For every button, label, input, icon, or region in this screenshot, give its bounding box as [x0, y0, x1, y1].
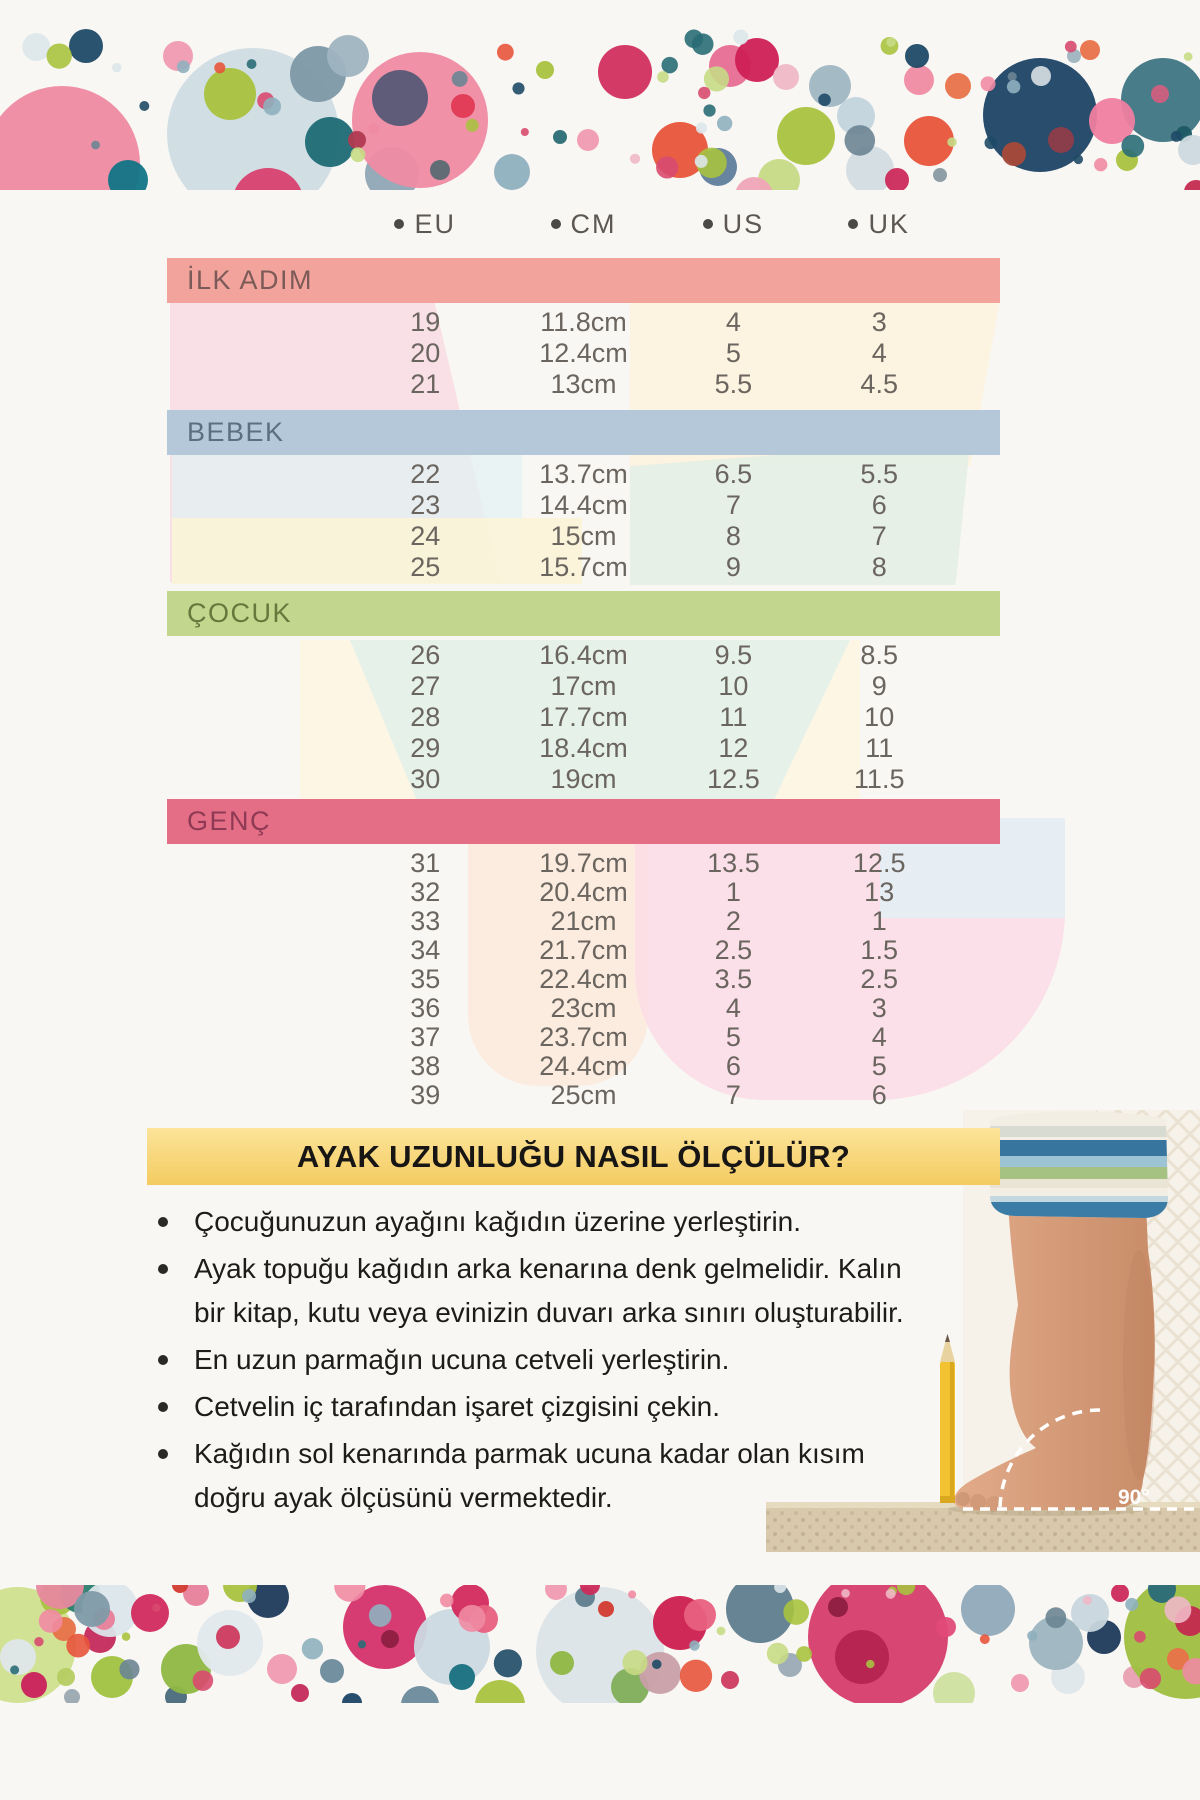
size-cell: 31 — [410, 848, 441, 878]
bullet-icon — [394, 219, 404, 229]
instruction-text: En uzun parmağın ucuna cetveli yerleştirin. — [194, 1344, 730, 1375]
size-cell: 7 — [725, 490, 741, 520]
confetti-dot — [545, 1585, 567, 1600]
instruction-bullet — [152, 1247, 907, 1335]
size-cell: 6 — [725, 1051, 741, 1081]
confetti-dot — [717, 116, 732, 131]
confetti-dot — [1184, 52, 1193, 61]
size-cell: 8.5 — [860, 640, 898, 670]
confetti-dot — [47, 43, 72, 68]
confetti-dot — [657, 71, 669, 83]
column-header-row — [167, 203, 1000, 245]
confetti-dot — [305, 117, 355, 167]
size-row — [167, 369, 1000, 400]
column-header-cm — [499, 203, 669, 245]
confetti-dot — [263, 97, 281, 115]
size-cell: 21 — [410, 369, 441, 399]
size-cell: 2.5 — [714, 935, 753, 965]
size-cell: 20.4cm — [539, 877, 628, 907]
confetti-dot — [698, 87, 710, 99]
section-band — [167, 591, 1000, 636]
section-label: ÇOCUK — [187, 598, 293, 628]
size-row — [167, 733, 1000, 764]
confetti-dot — [327, 35, 369, 77]
confetti-dot — [57, 1668, 75, 1686]
size-cell: 15.7cm — [539, 552, 628, 582]
confetti-dot — [783, 1599, 809, 1625]
size-cell: 2 — [725, 906, 741, 936]
confetti-dot — [1134, 1631, 1146, 1643]
size-cell: 22 — [410, 459, 441, 489]
confetti-dot — [961, 1585, 1015, 1636]
confetti-dot — [267, 1654, 297, 1684]
confetti-dot — [1165, 1596, 1192, 1623]
size-cell: 22.4cm — [539, 964, 628, 994]
angle-label: 90° — [1118, 1486, 1150, 1509]
striped-shorts — [983, 1110, 1178, 1222]
section-rows — [167, 303, 1000, 402]
confetti-dot — [945, 73, 971, 99]
size-cell: 7 — [725, 1080, 741, 1110]
confetti-dot — [841, 1589, 850, 1598]
size-cell: 6 — [871, 1080, 887, 1110]
confetti-dot — [494, 1649, 522, 1677]
confetti-dot — [242, 1589, 256, 1603]
confetti-dot — [936, 1617, 956, 1637]
confetti-dot — [451, 94, 475, 118]
size-cell: 4 — [871, 338, 887, 368]
size-cell: 39 — [410, 1080, 441, 1110]
size-row — [167, 490, 1000, 521]
confetti-dot — [452, 71, 468, 87]
confetti-dot — [796, 1646, 812, 1662]
confetti-dot — [661, 57, 677, 73]
size-cell: 21cm — [550, 906, 617, 936]
confetti-dot — [214, 62, 225, 73]
confetti-dot — [1031, 66, 1051, 86]
size-section — [167, 410, 1000, 585]
confetti-border-bottom — [0, 1585, 1200, 1703]
size-cell: 13 — [864, 877, 895, 907]
confetti-dot — [449, 1664, 475, 1690]
size-cell: 17cm — [550, 671, 617, 701]
confetti-dot — [91, 141, 100, 150]
confetti-dot — [933, 1672, 975, 1703]
size-cell: 30 — [410, 764, 441, 794]
confetti-dot — [521, 128, 529, 136]
size-cell: 29 — [410, 733, 441, 763]
size-cell: 8 — [871, 552, 887, 582]
size-cell: 4 — [871, 1022, 887, 1052]
size-cell: 10 — [864, 702, 895, 732]
confetti-dot — [34, 1637, 43, 1646]
size-cell: 19.7cm — [539, 848, 628, 878]
size-cell: 1 — [725, 877, 741, 907]
confetti-dot — [1083, 1596, 1092, 1605]
confetti-dot — [320, 1659, 344, 1683]
size-cell: 25cm — [550, 1080, 617, 1110]
confetti-dot — [1045, 1607, 1066, 1628]
confetti-dot — [656, 156, 678, 178]
size-section — [167, 258, 1000, 402]
size-cell: 35 — [410, 964, 441, 994]
size-cell: 8 — [725, 521, 741, 551]
confetti-dot — [1008, 72, 1017, 81]
confetti-dot — [598, 1601, 614, 1617]
section-band — [167, 258, 1000, 303]
size-row — [167, 877, 1000, 906]
size-row — [167, 906, 1000, 935]
size-cell: 4.5 — [860, 369, 898, 399]
size-section — [167, 799, 1000, 1111]
size-cell: 17.7cm — [539, 702, 628, 732]
confetti-dot — [598, 45, 652, 99]
size-row — [167, 640, 1000, 671]
size-cell: 23 — [410, 490, 441, 520]
size-row — [167, 935, 1000, 964]
confetti-dot — [475, 1680, 525, 1703]
size-cell: 4 — [725, 307, 741, 337]
size-cell: 24 — [410, 521, 441, 551]
confetti-dot — [866, 1660, 874, 1668]
confetti-dot — [1184, 180, 1200, 190]
size-cell: 27 — [410, 671, 441, 701]
size-cell: 6 — [871, 490, 887, 520]
size-cell: 12 — [718, 733, 749, 763]
confetti-dot — [1048, 127, 1074, 153]
size-cell: 7 — [871, 521, 887, 551]
size-cell: 28 — [410, 702, 441, 732]
confetti-dot — [1011, 1674, 1029, 1692]
size-row — [167, 764, 1000, 795]
confetti-dot — [1121, 135, 1144, 158]
size-cell: 3 — [871, 993, 887, 1023]
confetti-dot — [131, 1594, 169, 1632]
size-cell: 5.5 — [860, 459, 898, 489]
section-rows — [167, 455, 1000, 585]
confetti-dot — [342, 1693, 362, 1703]
confetti-dot — [886, 1589, 896, 1599]
confetti-dot — [818, 93, 831, 106]
confetti-dot — [459, 1605, 486, 1632]
size-cell: 1 — [871, 906, 887, 936]
size-cell: 33 — [410, 906, 441, 936]
confetti-dot — [947, 137, 956, 146]
confetti-dot — [139, 101, 149, 111]
column-header-us — [648, 203, 818, 245]
section-rows — [167, 636, 1000, 797]
bullet-icon — [703, 219, 713, 229]
confetti-dot — [1125, 1598, 1138, 1611]
confetti-dot — [430, 160, 450, 180]
size-cell: 20 — [410, 338, 441, 368]
confetti-dot — [22, 33, 50, 61]
size-row — [167, 702, 1000, 733]
confetti-dot — [372, 70, 428, 126]
size-cell: 23cm — [550, 993, 617, 1023]
pencil — [940, 1334, 955, 1503]
confetti-dot — [904, 65, 934, 95]
section-label: BEBEK — [187, 417, 285, 447]
confetti-dot — [351, 147, 366, 162]
bullet-dot-icon — [152, 1338, 194, 1382]
size-section — [167, 591, 1000, 797]
size-row — [167, 993, 1000, 1022]
section-label: İLK ADIM — [187, 265, 314, 295]
size-cell: 32 — [410, 877, 441, 907]
confetti-dot — [39, 1609, 63, 1633]
confetti-dot — [10, 1665, 19, 1674]
confetti-dot — [704, 66, 729, 91]
confetti-dot — [553, 130, 567, 144]
confetti-dot — [466, 119, 479, 132]
confetti-dot — [302, 1638, 323, 1659]
size-cell: 15cm — [550, 521, 617, 551]
confetti-dot — [512, 82, 524, 94]
size-cell: 24.4cm — [539, 1051, 628, 1081]
size-cell: 26 — [410, 640, 441, 670]
size-cell: 2.5 — [860, 964, 898, 994]
bullet-dot-icon — [152, 1385, 194, 1429]
confetti-dot — [122, 1632, 130, 1640]
instruction-bullet — [152, 1432, 907, 1520]
confetti-dot — [497, 44, 514, 61]
size-row — [167, 521, 1000, 552]
size-cell: 14.4cm — [539, 490, 628, 520]
size-row — [167, 307, 1000, 338]
confetti-dot — [358, 1640, 366, 1648]
column-header-label: EU — [414, 208, 456, 239]
instruction-text: Kağıdın sol kenarında parmak ucuna kadar olan kısım doğru ayak ölçüsünü vermektedir. — [194, 1438, 865, 1513]
column-header-uk — [794, 203, 964, 245]
size-row — [167, 964, 1000, 993]
size-cell: 23.7cm — [539, 1022, 628, 1052]
confetti-dot — [1140, 1668, 1161, 1689]
confetti-dot — [696, 122, 707, 133]
confetti-dot — [216, 1625, 240, 1649]
size-cell: 36 — [410, 993, 441, 1023]
size-cell: 18.4cm — [539, 733, 628, 763]
instruction-text: Çocuğunuzun ayağını kağıdın üzerine yerleştirin. — [194, 1206, 802, 1237]
size-row — [167, 338, 1000, 369]
bullet-dot-icon — [152, 1247, 194, 1335]
confetti-dot — [1074, 155, 1083, 164]
size-cell: 9 — [725, 552, 741, 582]
size-cell: 3.5 — [714, 964, 753, 994]
size-cell: 13.7cm — [539, 459, 628, 489]
size-cell: 1.5 — [860, 935, 898, 965]
confetti-dot — [777, 107, 835, 165]
confetti-dot — [735, 38, 779, 82]
confetti-dot — [1094, 158, 1107, 171]
confetti-dot — [628, 1590, 636, 1598]
confetti-dot — [112, 63, 122, 73]
bullet-icon — [848, 219, 858, 229]
column-header-label: US — [722, 208, 765, 239]
size-row — [167, 1080, 1000, 1109]
size-cell: 5 — [871, 1051, 887, 1081]
size-cell: 12.4cm — [539, 338, 628, 368]
size-cell: 21.7cm — [539, 935, 628, 965]
confetti-dot — [1080, 40, 1100, 60]
size-row — [167, 459, 1000, 490]
confetti-dot — [904, 116, 954, 166]
confetti-dot — [689, 1640, 699, 1650]
size-cell: 11 — [865, 733, 894, 763]
size-row — [167, 1051, 1000, 1080]
bullet-dot-icon — [152, 1432, 194, 1520]
size-cell: 5 — [725, 338, 741, 368]
confetti-dot — [550, 1651, 574, 1675]
section-label: GENÇ — [187, 806, 272, 836]
howto-instructions — [152, 1200, 907, 1523]
confetti-dot — [933, 168, 947, 182]
confetti-dot — [74, 1591, 110, 1627]
confetti-dot — [773, 64, 799, 90]
confetti-dot — [21, 1672, 47, 1698]
confetti-dot — [1151, 85, 1169, 103]
confetti-dot — [348, 131, 366, 149]
confetti-dot — [440, 1594, 454, 1608]
confetti-dot — [721, 1671, 739, 1689]
size-chart — [167, 203, 1000, 1111]
confetti-dot — [152, 1603, 160, 1611]
instruction-text: Cetvelin iç tarafından işaret çizgisini çekin. — [194, 1391, 721, 1422]
column-header-label: UK — [868, 208, 910, 239]
instruction-bullet — [152, 1385, 907, 1429]
confetti-dot — [1111, 1585, 1129, 1602]
confetti-dot — [680, 1660, 712, 1692]
confetti-dot — [1027, 1631, 1037, 1641]
confetti-dot — [381, 1630, 399, 1648]
confetti-dot — [695, 155, 708, 168]
size-cell: 9 — [871, 671, 887, 701]
confetti-dot — [1171, 131, 1182, 142]
confetti-dot — [66, 1634, 90, 1658]
confetti-dot — [291, 1684, 309, 1702]
howto-title: AYAK UZUNLUĞU NASIL ÖLÇÜLÜR? — [147, 1128, 1000, 1185]
confetti-dot — [177, 60, 190, 73]
size-cell: 38 — [410, 1051, 441, 1081]
confetti-dot — [193, 1670, 214, 1691]
bullet-icon — [551, 219, 561, 229]
size-cell: 6.5 — [714, 459, 753, 489]
size-cell: 12.5 — [707, 764, 760, 794]
confetti-dot — [368, 123, 379, 134]
confetti-dot — [622, 1650, 647, 1675]
size-cell: 3 — [871, 307, 887, 337]
confetti-dot — [685, 29, 704, 48]
confetti-dot — [828, 1597, 848, 1617]
size-cell: 25 — [410, 552, 441, 582]
size-cell: 10 — [718, 671, 749, 701]
confetti-dot — [247, 59, 257, 69]
size-cell: 5.5 — [714, 369, 753, 399]
confetti-dot — [1065, 41, 1077, 53]
size-cell: 37 — [410, 1022, 441, 1052]
instruction-bullet — [152, 1200, 907, 1244]
bullet-dot-icon — [152, 1200, 194, 1244]
confetti-dot — [717, 1627, 726, 1636]
size-cell: 19 — [410, 307, 441, 337]
size-cell: 9.5 — [714, 640, 753, 670]
confetti-dot — [577, 129, 599, 151]
size-cell: 4 — [725, 993, 741, 1023]
confetti-dot — [1002, 142, 1026, 166]
size-cell: 11.8cm — [540, 307, 627, 337]
confetti-dot — [703, 104, 715, 116]
size-cell: 11.5 — [853, 764, 905, 794]
confetti-dot — [886, 37, 896, 47]
confetti-dot — [652, 1660, 662, 1670]
confetti-dot — [69, 29, 103, 63]
size-cell: 5 — [725, 1022, 741, 1052]
confetti-border-top — [0, 22, 1200, 190]
size-cell: 11 — [719, 702, 748, 732]
size-cell: 19cm — [550, 764, 617, 794]
confetti-dot — [204, 68, 256, 120]
size-cell: 13.5 — [707, 848, 760, 878]
size-cell: 12.5 — [852, 848, 906, 878]
confetti-dot — [369, 1604, 392, 1627]
confetti-dot — [64, 1689, 80, 1703]
confetti-dot — [984, 137, 997, 150]
section-rows — [167, 844, 1000, 1111]
instruction-text: Ayak topuğu kağıdın arka kenarına denk gelmelidir. Kalın bir kitap, kutu veya evinizin duvarı arka sınırı oluşturabilir. — [194, 1253, 904, 1328]
size-cell: 16.4cm — [539, 640, 628, 670]
confetti-dot — [684, 1599, 716, 1631]
size-cell: 13cm — [550, 369, 617, 399]
confetti-dot — [844, 125, 875, 156]
instruction-bullet — [152, 1338, 907, 1382]
column-header-eu — [340, 203, 510, 245]
confetti-dot — [1007, 80, 1020, 93]
confetti-dot — [981, 76, 996, 91]
confetti-dot — [630, 154, 640, 164]
section-band — [167, 410, 1000, 455]
size-row — [167, 552, 1000, 583]
size-row — [167, 671, 1000, 702]
confetti-dot — [835, 1630, 889, 1684]
section-band — [167, 799, 1000, 844]
column-header-label: CM — [570, 208, 617, 239]
size-cell: 34 — [410, 935, 441, 965]
size-row — [167, 848, 1000, 877]
confetti-dot — [536, 61, 554, 79]
confetti-dot — [767, 1643, 789, 1665]
confetti-dot — [980, 1634, 990, 1644]
confetti-dot — [733, 30, 748, 45]
confetti-dot — [119, 1659, 139, 1679]
size-row — [167, 1022, 1000, 1051]
confetti-dot — [494, 154, 530, 190]
confetti-dot — [401, 1686, 439, 1703]
confetti-dot — [905, 44, 929, 68]
confetti-dot — [352, 52, 488, 188]
